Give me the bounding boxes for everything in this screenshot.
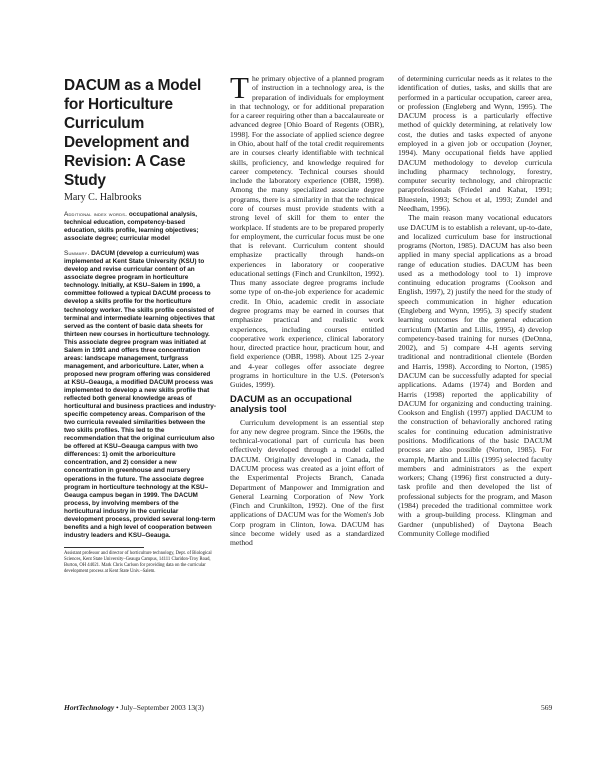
right-column	[398, 74, 552, 538]
summary-text: DACUM (develop a curriculum) was implemented at Kent State University (KSU) to develop and revise curricular content of an associate degree program in horticulture technology. Initially, at KSU–Salem in 1990, a committee followed a typical DACUM process to develop a skills profile for the horticulture technology worker. The skills profile consisted of terminal and intermediate learning objectives that served as the content of basic data sheets for thirteen new courses in horticulture technology. This associate degree program was initiated at Salem in 1991 and offers three concentration areas: landscape management, turfgrass management, and arboriculture. Later, when a proposed new program offering was considered at KSU–Geauga, a modified DACUM process was implemented to develop a new skills profile that reflected both general knowledge areas of horticultural and business practices and industry-specific competency areas. Comparison of the two curricula revealed similarities between the two skills profiles. This led to the recommendation that the original curriculum also be offered at KSU–Geauga campus with two differences: 1) omit the arboriculture concentration, and 2) consider a new concentration in greenhouse and nursery operations in the future. The associate degree program in horticulture technology at the KSU–Geauga campus began in 1999. The DACUM process, by involving members of the horticultural industry in the curricular development process, provided several long-term benefits and a high level of cooperation between industry leaders and KSU–Geauga.	[64, 250, 216, 539]
body-paragraph: Curriculum development is an essential step for any new degree program. Since the 1960s, the technical-vocational part of curricula has been effectively developed through a model called DACUM. Originally developed in Canada, the DACUM process was created as a joint effort of the Experimental Projects Branch, Canada Department of Manpower and Immigration and General Learning Corporation of New York (Finch and Crunkilton, 1992). One of the first applications of DACUM was for the Women's Job Corp program in Clinton, Iowa. DACUM has since become widely used as a standardized method	[230, 417, 384, 548]
summary	[64, 250, 216, 540]
section-heading: DACUM as an occupational analysis tool	[230, 392, 352, 415]
intro-text: he primary objective of a planned program of instruction in a technology area, is the preparation of individuals for employment in that technology, or for additional preparation for a career requiring other than a baccalaureate or advanced degree [Ohio Board of Regents (OBR), 1998]. For the associate of applied science degree in Ohio, about half of the total credit requirements are in courses clearly identifiable with technical skills, proficiency, and knowledge required for career competency. Technical courses should include the laboratory experience (OBR, 1998). Among the many specialized associate degree programs, there is a similarity in that the technical core of courses must provide students with a strong level of skill for them to enter the workplace. If students are to be prepared properly for employment, the curricular focus must be one that is relevant. Curriculum content should emphasize practically through hands-on experiences in laboratory or cooperative educational settings (Finch and Crunkilton, 1992). Thus many associate degree programs include some type of on-the-job experience for academic credit. In Ohio, academic credit in associate degree programs may be earned in courses that emphasize practical and realistic work experiences, including courses entitled cooperative work experience, clinical laboratory hour, directed practice hour, practicum hour, and field experience (OBR, 1998). About 125 2-year and 4-year colleges offer associate degree programs in horticulture in the U.S. (Peterson's Guides, 1999).	[230, 74, 384, 390]
body-paragraph: The main reason many vocational educators use DACUM is to establish a relevant, up-to-date, and localized curriculum base for instructional programs (Norton, 1985). DACUM has also been applied in many special applications as a broad range of education studies. DACUM has been used as a methodology tool to 1) improve continuing education programs (Cookson and English, 1997), 2) justify the need for the study of speech communication in higher education (Engleberg and Wynn, 1995), 3) specify student learning outcomes for the general education curriculum (Martin and Lillis, 1995), 4) develop competency-based training for nurses (DeOnna, 2002), and 5) compare 4-H agents serving traditional and nontraditional clientele (Borden and Harris, 1998). According to Norton, (1985) DACUM can be successfully adapted for special applications. Adams (1974) and Borden and Harris (1998) reported the applicability of DACUM for organizing and conducting training. Cookson and English (1997) applied DACUM to the construction of behaviorally anchored rating scales for continuing education administrative positions. Modifications of the basic DACUM process are also possible (Norton, 1985). For example, Martin and Lillis (1995) selected faculty members and administrators as the expert workers; Chang (1996) first constructed a duty-task profile and then developed the list of professional subjects for the program, and Mason (1984) preceded the traditional committee work with a group-building process. Klingman and Gardner (unpublished) of Daytona Beach Community College modified	[398, 213, 552, 538]
page-number: 569	[541, 703, 553, 712]
journal-name: HortTechnology	[64, 703, 115, 712]
middle-column	[230, 70, 384, 548]
keywords	[64, 211, 216, 243]
author-name: Mary C. Halbrooks	[64, 192, 142, 203]
drop-cap: T	[230, 70, 249, 105]
footnote-divider	[64, 547, 144, 548]
summary-label: Summary.	[64, 250, 90, 258]
body-paragraph: of determining curricular needs as it relates to the identification of duties, tasks, and skills that are performed in a particular occupation, career area, or profession (Engleberg and Wynn, 1995). The DACUM process is a particularly effective method of quickly determining, at relatively low cost, the duties and tasks expected of anyone employed in a given job or occupation (Joyner, 1994). Many occupational fields have applied DACUM methodology to develop curricula including pharmacy technology, forestry, computer security technology, and chiropractic paraprofessionals (Friedel and Kahat, 1991; Bluestein, 1993; Schou et al, 1993; Zundel and Needham, 1996).	[398, 74, 552, 213]
intro-paragraph	[230, 70, 384, 390]
author-affiliation: Assistant professor and director of horticulture technology, Dept. of Biological Sciences, Kent State University–Geauga Campus, 14111 Claridon-Troy Road, Burton, OH 44021. Mark Chris Carlson for providing data on the curricular development process at Kent State Univ.–Salem.	[64, 550, 212, 574]
left-column	[64, 76, 216, 575]
article-title: DACUM as a Model for Horticulture Curriculum Development and Revision: A Case Study	[64, 77, 202, 189]
keywords-label: Additional index words.	[64, 211, 128, 218]
journal-issue: • July–September 2003 13(3)	[116, 703, 204, 712]
footer-left	[64, 703, 204, 712]
keywords-text: occupational analysis, technical education, competency-based education, skills profile, learning objectives; associate degree; curricular model	[64, 211, 199, 243]
